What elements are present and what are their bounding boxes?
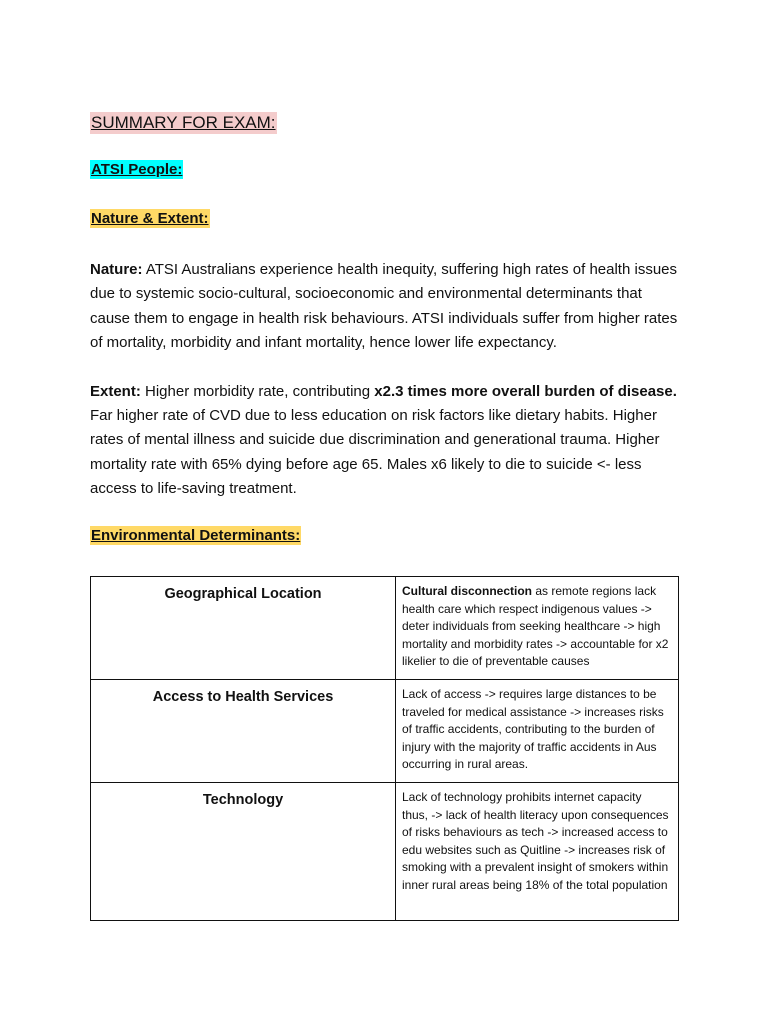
extent-label: Extent: (90, 382, 141, 400)
environmental-determinants-heading: Environmental Determinants: (91, 526, 301, 544)
extent-text-before: Higher morbidity rate, contributing (140, 382, 375, 400)
description-text: Lack of technology prohibits internet capacity thus, -> lack of health literacy upon consequences of risks behaviours as tech -> increased access to edu websites such as Quitline -> increases risk of smoking with a prevalent insight of smokers within inner rural areas being 18% of the total population (402, 790, 669, 892)
description-bold: Cultural disconnection (402, 584, 533, 598)
factor-cell: Technology (91, 783, 396, 921)
description-text: as remote regions lack health care which respect indigenous values -> deter individuals from seeking healthcare -> high mortality and morbidity rates -> accountable for x2 likelier to die of preventable causes (402, 584, 669, 669)
extent-text-after: Far higher rate of CVD due to less education on risk factors like dietary habits. Higher rates of mental illness and suicide due discrimination and generational trauma. Higher mortality rate with 65% dying before age 65. Males x6 likely to die to suicide <- less access to life-saving treatment. (90, 407, 660, 498)
summary-title: SUMMARY FOR EXAM: (91, 113, 276, 132)
determinants-table (90, 576, 679, 921)
nature-extent-heading: Nature & Extent: (91, 210, 209, 227)
document-page (90, 112, 680, 545)
description-text: Lack of access -> requires large distances to be traveled for medical assistance -> increases risks of traffic accidents, contributing to the burden of injury with the majority of traffic accidents in Aus occurring in rural areas. (402, 687, 664, 772)
table-row (91, 783, 679, 921)
description-cell (396, 783, 679, 921)
extent-bold-stat: x2.3 times more overall burden of disease. (374, 382, 677, 400)
nature-text: ATSI Australians experience health inequity, suffering high rates of health issues due to systemic socio-cultural, socioeconomic and environmental determinants that cause them to engage in health risk behaviours. ATSI individuals suffer from higher rates of mortality, morbidity and infant mortality, hence lower life expectancy. (90, 261, 678, 352)
table-row (91, 577, 679, 680)
factor-cell: Access to Health Services (91, 680, 396, 783)
factor-cell: Geographical Location (91, 577, 396, 680)
table-row (91, 680, 679, 783)
description-cell (396, 577, 679, 680)
extent-paragraph (90, 380, 686, 502)
nature-paragraph (90, 258, 686, 356)
section-heading-atsi: ATSI People: (91, 161, 183, 178)
description-cell (396, 680, 679, 783)
nature-label: Nature: (90, 261, 143, 278)
